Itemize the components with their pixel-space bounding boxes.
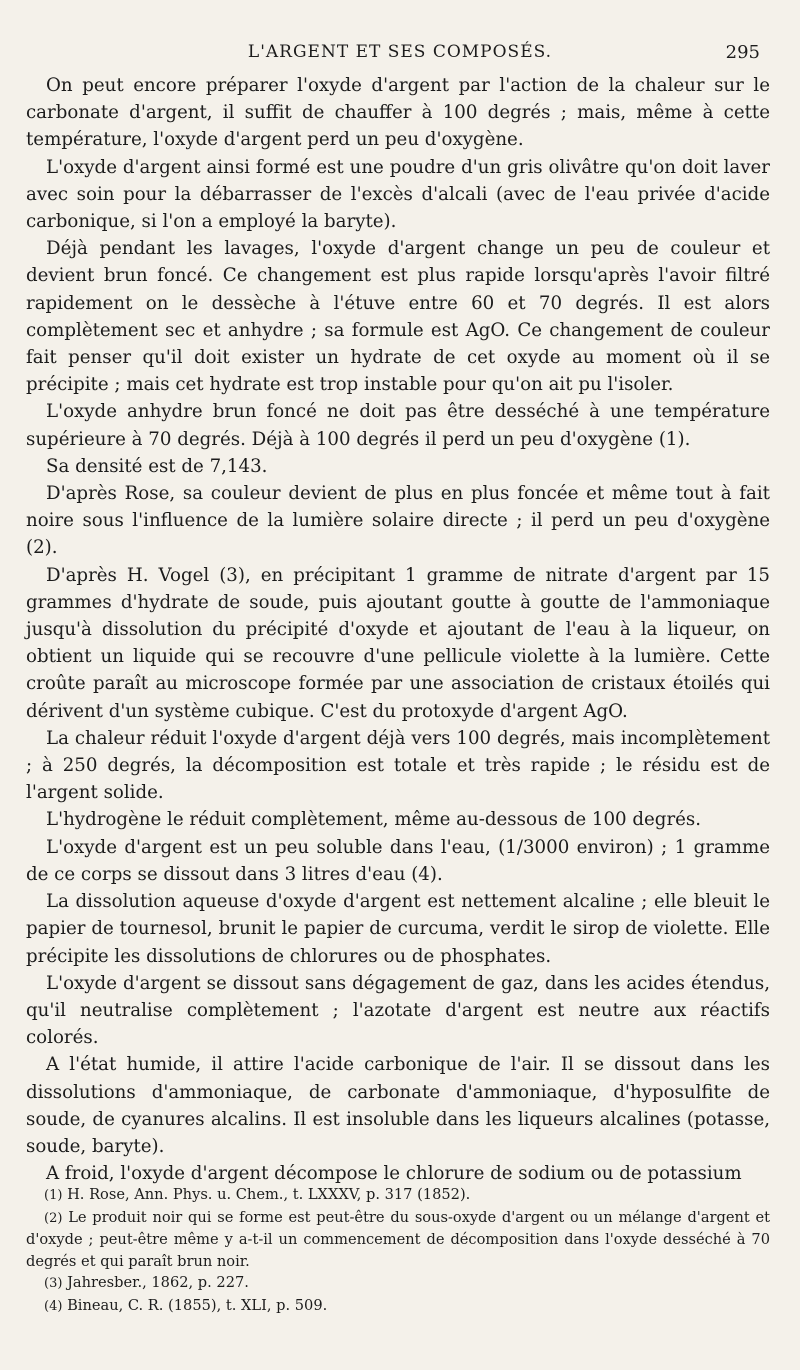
footnote-text: Bineau, C. R. (1855), t. XLI, p. 509. (67, 1296, 328, 1314)
body-text (26, 72, 770, 1187)
footnote (26, 1184, 770, 1207)
footnote-text: Jahresber., 1862, p. 227. (67, 1274, 249, 1291)
paragraph: D'après H. Vogel (3), en précipitant 1 gramme de nitrate d'argent par 15 grammes d'hydrate de soude, puis ajoutant goutte à goutte de l'ammoniaque jusqu'à dissolution du précipité d'oxyde et ajoutant de l'eau à la liqueur, on obtient un liquide qui se recouvre d'une pellicule violette à la lumière. Cette croûte paraît au microscope formée par une association de cristaux étoilés qui dérivent d'un système cubique. C'est du protoxyde d'argent AgO. (26, 564, 770, 722)
footnote-marker: (2) (44, 1210, 63, 1226)
footnote-marker: (1) (44, 1188, 63, 1203)
paragraph: L'hydrogène le réduit complètement, même au-dessous de 100 degrés. (46, 809, 702, 831)
running-title: L'ARGENT ET SES COMPOSÉS. (247, 42, 553, 62)
footnote-marker: (3) (44, 1276, 63, 1291)
paragraph: On peut encore préparer l'oxyde d'argent par l'action de la chaleur sur le carbonate d'argent, il suffit de chauffer à 100 degrés ; mais, même à cette température, l'oxyde d'argent perd un peu d'oxygène. (26, 75, 770, 151)
footnotes (26, 1184, 770, 1317)
paragraph: A l'état humide, il attire l'acide carbonique de l'air. Il se dissout dans les dissolutions d'ammoniaque, de carbonate d'ammoniaque, d'hyposulfite de soude, de cyanures alcalins. Il est insoluble dans les liqueurs alcalines (potasse, soude, baryte). (26, 1054, 770, 1157)
paragraph: Déjà pendant les lavages, l'oxyde d'argent change un peu de couleur et devient brun foncé. Ce changement est plus rapide lorsqu'après l'avoir filtré rapidement on le dessèche à l'étuve entre 60 et 70 degrés. Il est alors complètement sec et anhydre ; sa formule est AgO. Ce changement de couleur fait penser qu'il doit exister un hydrate de cet oxyde au moment où il se précipite ; mais cet hydrate est trop instable pour qu'on ait pu l'isoler. (26, 238, 770, 396)
paragraph: L'oxyde d'argent se dissout sans dégagement de gaz, dans les acides étendus, qu'il neutralise complètement ; l'azotate d'argent est neutre aux réactifs colorés. (26, 972, 770, 1049)
paragraph: A froid, l'oxyde d'argent décompose le chlorure de sodium ou de potassium (46, 1163, 742, 1185)
footnote-text: H. Rose, Ann. Phys. u. Chem., t. LXXXV, p. 317 (1852). (67, 1186, 471, 1203)
footnote-text: Le produit noir qui se forme est peut-être du sous-oxyde d'argent ou un mélange d'argent et d'oxyde ; peut-être même y a-t-il un commencement de décomposition dans l'oxyde desséché à 70 degrés et qui paraît brun noir. (26, 1208, 771, 1270)
page-number: 295 (725, 42, 760, 63)
paragraph: Sa densité est de 7,143. (46, 455, 268, 477)
footnote (26, 1207, 770, 1273)
footnote-marker: (4) (44, 1298, 63, 1314)
paragraph: La dissolution aqueuse d'oxyde d'argent est nettement alcaline ; elle bleuit le papier de tournesol, brunit le papier de curcuma, verdit le sirop de violette. Elle précipite les dissolutions de chlorures ou de phosphates. (26, 891, 770, 967)
paragraph: L'oxyde anhydre brun foncé ne doit pas être desséché à une température supérieure à 70 degrés. Déjà à 100 degrés il perd un peu d'oxygène (1). (26, 401, 770, 450)
footnote (26, 1272, 770, 1295)
paragraph: D'après Rose, sa couleur devient de plus en plus foncée et même tout à fait noire sous l'influence de la lumière solaire directe ; il perd un peu d'oxygène (2). (26, 483, 770, 559)
paragraph: L'oxyde d'argent est un peu soluble dans l'eau, (1/3000 environ) ; 1 gramme de ce corps se dissout dans 3 litres d'eau (4). (26, 836, 770, 885)
page-header (40, 38, 760, 66)
paragraph: La chaleur réduit l'oxyde d'argent déjà vers 100 degrés, mais incomplètement ; à 250 degrés, la décomposition est totale et très rapide ; le résidu est de l'argent solide. (26, 727, 770, 804)
footnote (26, 1295, 770, 1318)
paragraph: L'oxyde d'argent ainsi formé est une poudre d'un gris olivâtre qu'on doit laver avec soin pour la débarrasser de l'excès d'alcali (avec de l'eau privée d'acide carbonique, si l'on a employé la baryte). (26, 156, 770, 233)
